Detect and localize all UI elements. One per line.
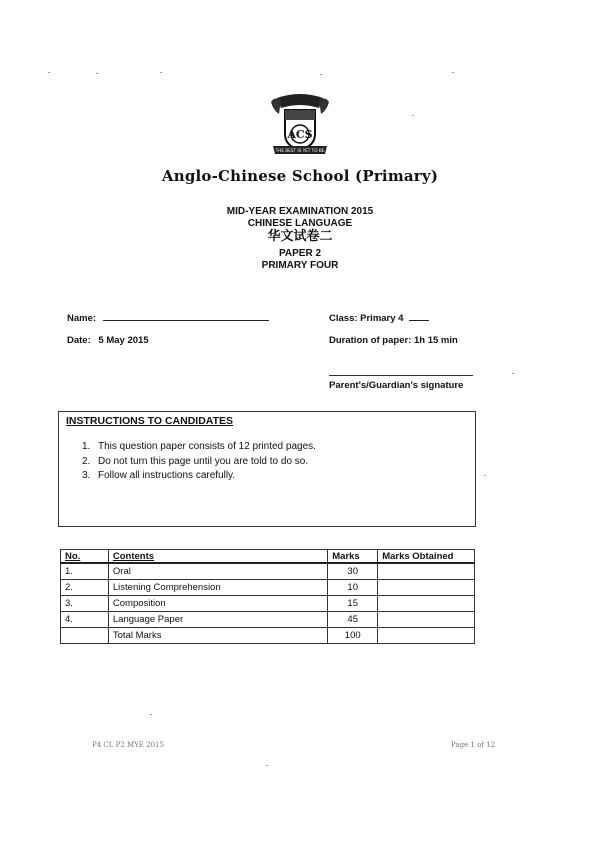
cell-content: Total Marks [108, 628, 327, 644]
table-row [61, 596, 475, 612]
exam-subject-chinese: 华文试卷二 [267, 229, 333, 244]
name-blank[interactable] [103, 311, 269, 321]
scan-speck [266, 765, 268, 766]
footer-code: P4 CL P2 MYE 2015 [92, 741, 164, 749]
instructions-title: INSTRUCTIONS TO CANDIDATES [66, 415, 234, 427]
exam-level: PRIMARY FOUR [261, 260, 339, 271]
date-label: Date: [67, 335, 91, 346]
table-row [61, 580, 475, 596]
header-marks: Marks [328, 550, 378, 564]
cell-marks: 15 [328, 596, 378, 612]
cell-obtained[interactable] [378, 628, 475, 644]
cell-obtained[interactable] [378, 612, 475, 628]
class-field[interactable] [329, 311, 429, 324]
marks-table [60, 549, 475, 644]
duration-label: Duration of paper: [329, 335, 412, 346]
signature-line[interactable] [329, 375, 473, 376]
cell-content: Language Paper [108, 612, 327, 628]
scan-speck [452, 72, 454, 73]
cell-marks: 100 [328, 628, 378, 644]
cell-no: 4. [61, 612, 109, 628]
instruction-item: 1. This question paper consists of 12 printed pages. [82, 441, 316, 452]
header-marks-obtained: Marks Obtained [378, 550, 475, 564]
scan-speck [484, 475, 486, 476]
instructions-list [82, 440, 316, 484]
scan-speck [320, 74, 322, 75]
scan-speck [150, 714, 152, 715]
name-label: Name: [67, 313, 97, 324]
cell-obtained[interactable] [378, 596, 475, 612]
svg-text:ACS: ACS [287, 128, 313, 141]
header-no: No. [61, 550, 109, 564]
cell-no: 3. [61, 596, 109, 612]
cell-no [61, 628, 109, 644]
name-field[interactable] [67, 311, 269, 324]
cell-marks: 10 [328, 580, 378, 596]
duration-value: 1h 15 min [413, 335, 458, 346]
table-header-row [61, 550, 475, 564]
cell-no: 2. [61, 580, 109, 596]
table-row [61, 612, 475, 628]
header-contents: Contents [108, 550, 327, 564]
scan-speck [512, 373, 514, 374]
footer-page-number: Page 1 of 12 [451, 741, 496, 749]
exam-subject: CHINESE LANGUAGE [247, 218, 353, 229]
date-value: 5 May 2015 [98, 335, 149, 346]
cell-obtained[interactable] [378, 563, 475, 580]
scan-speck [412, 115, 414, 116]
cell-marks: 30 [328, 563, 378, 580]
school-name: Anglo-Chinese School (Primary) [161, 167, 439, 185]
table-row [61, 563, 475, 580]
duration-field [329, 335, 458, 346]
cell-no: 1. [61, 563, 109, 580]
class-label: Class: Primary 4 [329, 313, 404, 324]
scan-speck [96, 73, 98, 74]
class-blank[interactable] [409, 311, 429, 321]
cell-marks: 45 [328, 612, 378, 628]
exam-paper: PAPER 2 [278, 248, 322, 259]
cell-obtained[interactable] [378, 580, 475, 596]
instruction-item: 3. Follow all instructions carefully. [82, 470, 236, 481]
cell-content: Listening Comprehension [108, 580, 327, 596]
cell-content: Composition [108, 596, 327, 612]
scan-speck [48, 72, 50, 73]
table-row-total [61, 628, 475, 644]
svg-text:THE BEST IS YET TO BE: THE BEST IS YET TO BE [275, 148, 325, 153]
signature-label: Parent's/Guardian's signature [329, 380, 464, 391]
exam-title: MID-YEAR EXAMINATION 2015 [226, 206, 374, 217]
instruction-item: 2. Do not turn this page until you are told to do so. [82, 455, 309, 467]
date-field [67, 335, 149, 346]
cell-content: Oral [108, 563, 327, 580]
school-crest-logo [267, 90, 333, 158]
scan-speck [160, 72, 162, 73]
